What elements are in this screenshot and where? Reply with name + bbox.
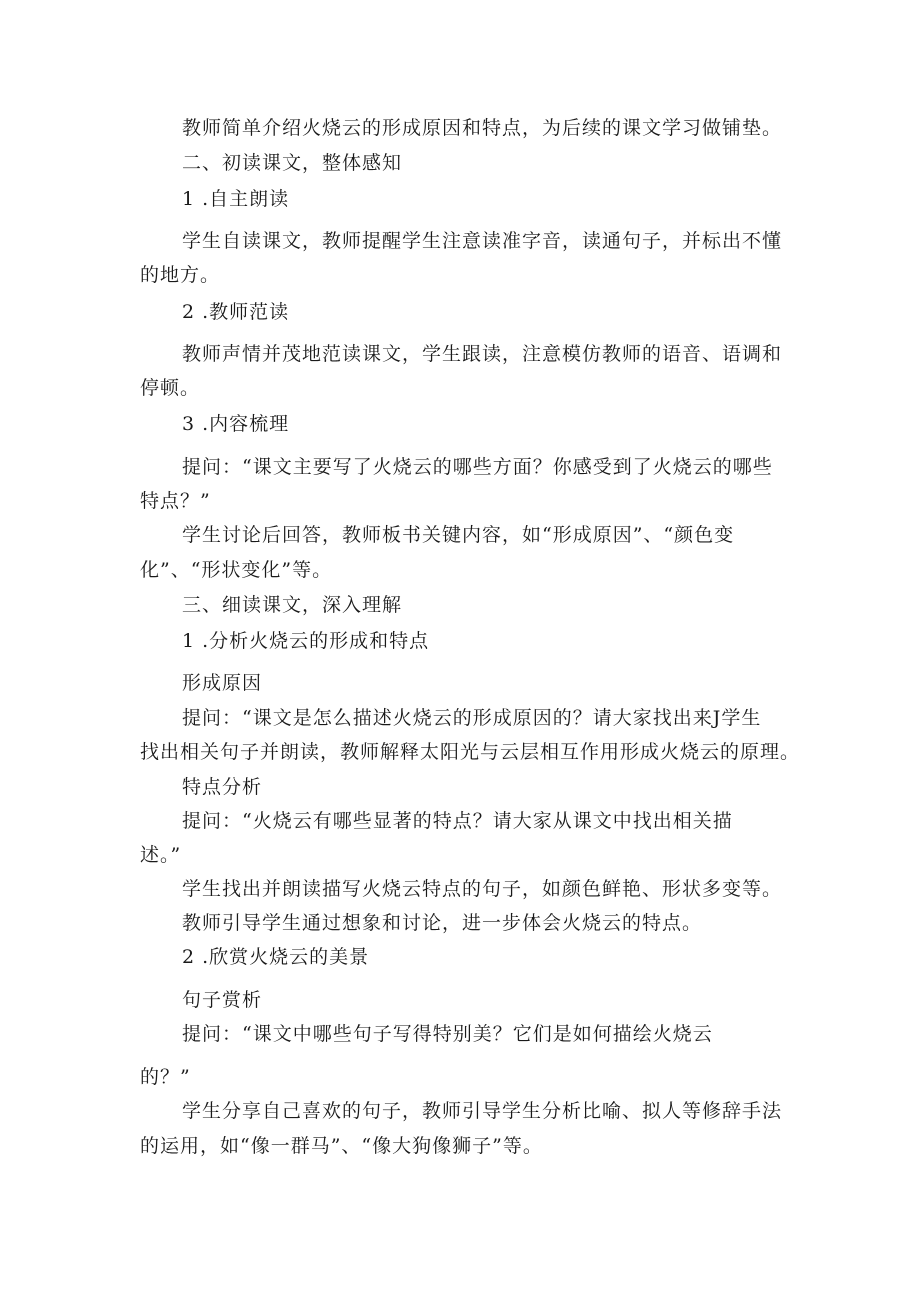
topic-label: 形成原因 (182, 672, 263, 694)
text-line: 化”、“形状变化”等。 (140, 559, 333, 581)
subsection-heading: 1 .分析火烧云的形成和特点 (182, 630, 430, 652)
section-heading: 三、细读课文，深入理解 (182, 594, 403, 616)
text-line: 提问：“课文是怎么描述火烧云的形成原因的？请大家找出来J学生 (182, 707, 762, 729)
text-line: 特点？” (140, 490, 211, 512)
subsection-heading: 3 .内容梳理 (182, 413, 290, 435)
text-line: 提问：“课文中哪些句子写得特别美？它们是如何描绘火烧云 (182, 1023, 713, 1045)
text-line: 学生找出并朗读描写火烧云特点的句子，如颜色鲜艳、形状多变等。 (182, 878, 783, 900)
topic-label: 句子赏析 (182, 989, 263, 1011)
text-line: 述。” (140, 844, 182, 866)
subsection-heading: 1 .自主朗读 (182, 188, 290, 210)
subsection-heading: 2 .欣赏火烧云的美景 (182, 946, 370, 968)
text-line: 提问：“课文主要写了火烧云的哪些方面？你感受到了火烧云的哪些 (182, 456, 773, 478)
text-line: 教师引导学生通过想象和讨论，进一步体会火烧云的特点。 (182, 912, 703, 934)
text-line: 教师简单介绍火烧云的形成原因和特点，为后续的课文学习做铺垫。 (182, 117, 783, 139)
text-line: 教师声情并茂地范读课文，学生跟读，注意模仿教师的语音、语调和 (182, 343, 783, 365)
topic-label: 特点分析 (182, 776, 263, 798)
text-line: 的运用，如“像一群马”、“像大狗像狮子”等。 (140, 1135, 543, 1157)
text-line: 提问：“火烧云有哪些显著的特点？请大家从课文中找出相关描 (182, 810, 733, 832)
text-line: 停顿。 (140, 377, 201, 399)
text-line: 学生自读课文，教师提醒学生注意读准字音，读通句子，并标出不懂 (182, 230, 783, 252)
text-line: 学生分享自己喜欢的句子，教师引导学生分析比喻、拟人等修辞手法 (182, 1100, 783, 1122)
subsection-heading: 2 .教师范读 (182, 301, 290, 323)
text-line: 的？” (140, 1066, 191, 1088)
text-line: 的地方。 (140, 264, 221, 286)
text-line: 学生讨论后回答，教师板书关键内容，如“形成原因”、“颜色变 (182, 524, 735, 546)
section-heading: 二、初读课文，整体感知 (182, 152, 403, 174)
text-line: 找出相关句子并朗读，教师解释太阳光与云层相互作用形成火烧云的原理。 (140, 741, 801, 763)
